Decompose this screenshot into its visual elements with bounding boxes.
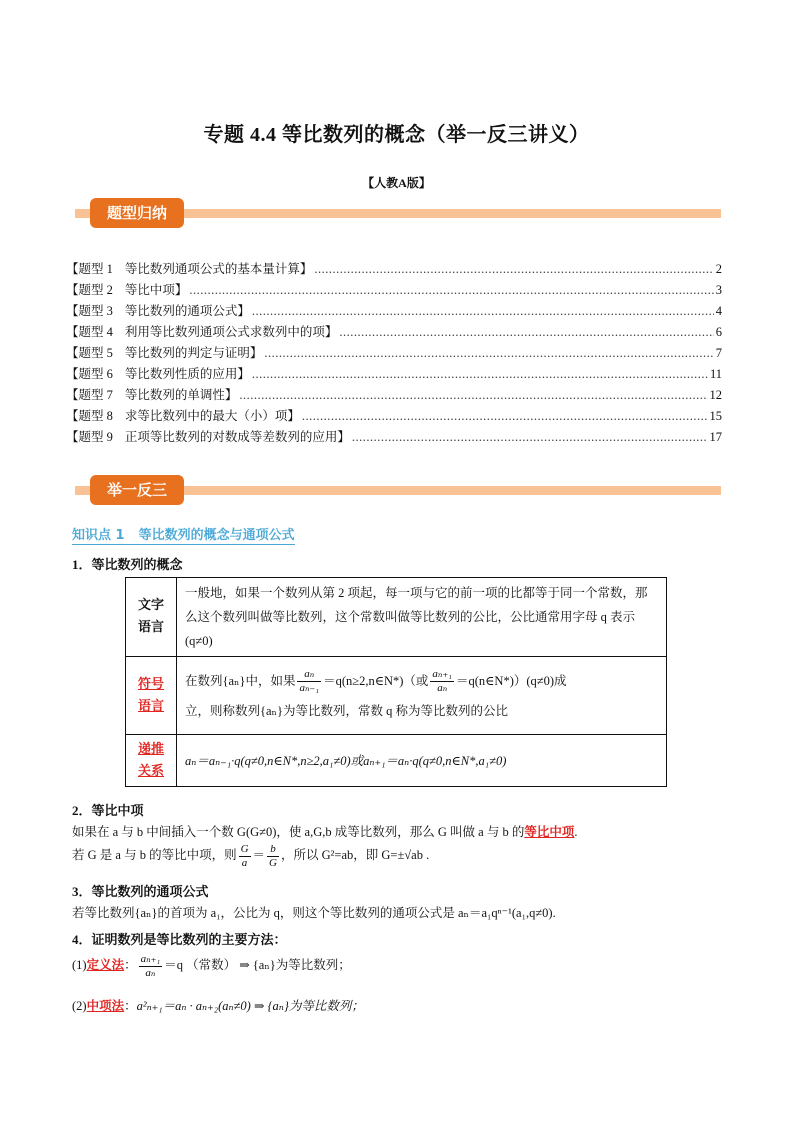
fraction: $\frac{G}{a}$ [240,842,249,869]
term-geometric-mean: 等比中项 [524,824,575,839]
row-content: 一般地，如果一个数列从第 2 项起，每一项与它的前一项的比都等于同一个常数，那么这个数列叫做等比数列，这个常数叫做等比数列的公比，公比通常用字母 q 表示(q≠0) [177,578,667,657]
practice-banner-tag: 举一反三 [90,475,184,505]
fraction: $\frac{\text{aₙ}}{\text{aₙ₋₁}}$ [299,668,320,695]
toc-item[interactable]: 【题型 4 利用等比数列通项公式求数列中的项】 ..... 6 [66,322,722,343]
geometric-mean-definition: 如果在 a 与 b 中间插入一个数 G(G≠0)，使 a,G,b 成等比数列，那么 G 叫做 a 与 b 的等比中项. [72,824,578,839]
practice-banner [75,475,721,505]
fraction: $\frac{b}{G}$ [269,842,277,869]
section-2-title: 2．等比中项 [72,803,144,818]
row-label-recurrence: 递推 关系 [126,735,177,787]
definition-table [125,577,667,787]
toc-item[interactable]: 【题型 3 等比数列的通项公式】 ..... 4 [66,301,722,322]
section-3-title: 3．等比数列的通项公式 [72,884,209,899]
term-definition-method: 定义法 [86,957,125,972]
toc-item[interactable]: 【题型 1 等比数列通项公式的基本量计算】 ..... 2 [66,259,722,280]
toc-item[interactable]: 【题型 6 等比数列性质的应用】 ..... 11 [66,364,722,385]
page-title: 专题 4.4 等比数列的概念（举一反三讲义） [203,124,590,146]
method-definition: (1)定义法： $\frac{\text{aₙ₊₁}}{\text{aₙ}}$ ＝q （常数） ⇒ {aₙ}为等比数列； [72,952,351,979]
fraction: $\frac{\text{aₙ₊₁}}{\text{aₙ}}$ [140,952,161,979]
toc-item[interactable]: 【题型 8 求等比数列中的最大（小）项】 ..... 15 [66,406,722,427]
toc-banner-tag: 题型归纳 [90,198,184,228]
toc-item[interactable]: 【题型 5 等比数列的判定与证明】 ..... 7 [66,343,722,364]
toc-item[interactable]: 【题型 9 正项等比数列的对数成等差数列的应用】 ..... 17 [66,427,722,448]
table-row [126,657,667,735]
term-middle-term-method: 中项法 [86,998,125,1013]
method-middle-term: (2)中项法：a²ₙ₊₁＝aₙ · aₙ₊₂(aₙ≠0) ⇒ {aₙ}为等比数列； [72,998,364,1013]
toc-item[interactable]: 【题型 2 等比中项】 ..... 3 [66,280,722,301]
geometric-mean-formula: 若 G 是 a 与 b 的等比中项，则 $\frac{G}{a}$ ＝ $\frac{b}{G}$ ，所以 G²=ab，即 G=±√ab . [72,842,430,869]
section-4-title: 4．证明数列是等比数列的主要方法： [72,932,287,947]
section-1-title: 1．等比数列的概念 [72,557,183,572]
table-of-contents [66,259,722,448]
table-row [126,578,667,657]
row-label-symbol-language: 符号 语言 [126,657,177,735]
knowledge-point-heading: 知识点 1 等比数列的概念与通项公式 [72,524,295,545]
toc-item[interactable]: 【题型 7 等比数列的单调性】 ..... 12 [66,385,722,406]
row-label-text-language: 文字 语言 [126,578,177,657]
row-content: 在数列{aₙ}中，如果 $\frac{\text{aₙ}}{\text{aₙ₋₁}}$ ＝q(n≥2,n∈N*)（或 $\frac{\text{aₙ₊₁}}{\text{aₙ}}$ ＝q(n∈N*)）(q≠0)成 立，则称数列{aₙ}为等比数列，常数 q 称为等比数列的公比 [177,657,667,735]
fraction: $\frac{\text{aₙ₊₁}}{\text{aₙ}}$ [432,668,452,695]
table-row [126,735,667,787]
toc-banner [75,198,721,228]
general-term-formula: 若等比数列{aₙ}的首项为 a₁，公比为 q，则这个等比数列的通项公式是 aₙ＝a₁qⁿ⁻¹(a₁,q≠0). [72,906,556,920]
row-content: aₙ＝aₙ₋₁·q(q≠0,n∈N*,n≥2,a₁≠0)或aₙ₊₁＝aₙ·q(q≠0,n∈N*,a₁≠0) [177,735,667,787]
edition-label: 【人教A版】 [362,176,431,190]
